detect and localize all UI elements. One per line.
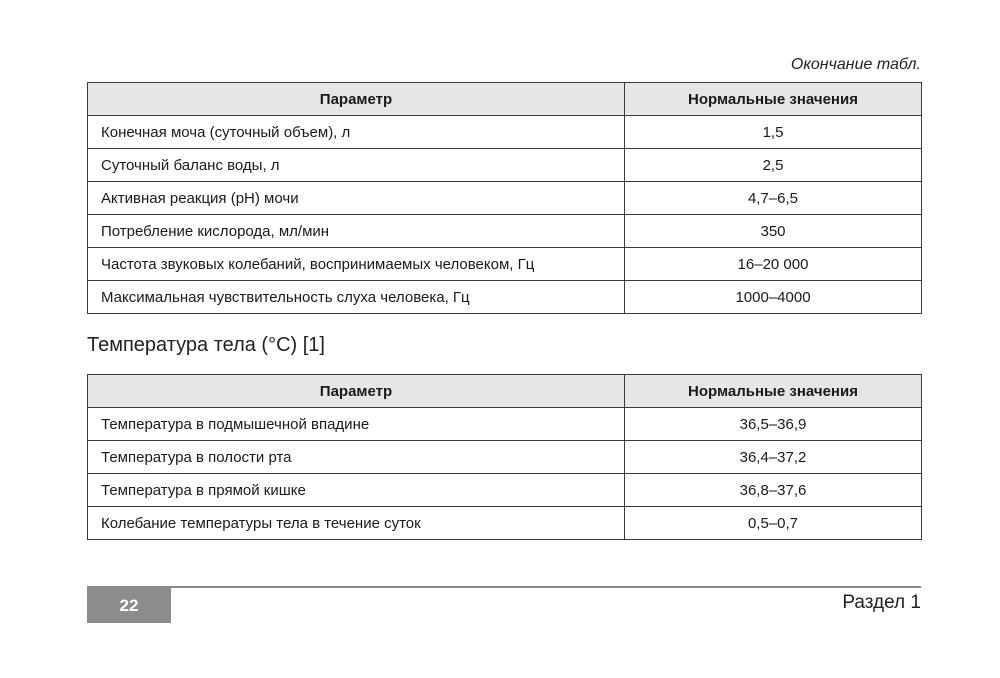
row-parameter: Потребление кислорода, мл/мин: [88, 215, 625, 248]
table-row: [88, 441, 922, 474]
row-value: 2,5: [625, 149, 922, 182]
row-parameter: Температура в полости рта: [88, 441, 625, 474]
footer-divider: [87, 586, 921, 588]
table-header-row: [88, 83, 922, 116]
row-value: 36,8–37,6: [625, 474, 922, 507]
row-value: 4,7–6,5: [625, 182, 922, 215]
table-row: [88, 507, 922, 540]
page-number: 22: [87, 588, 171, 623]
row-value: 36,5–36,9: [625, 408, 922, 441]
row-value: 1,5: [625, 116, 922, 149]
column-header-normal-values: Нормальные значения: [625, 375, 922, 408]
body-temperature-table: [87, 374, 922, 540]
continuation-note: Окончание табл.: [790, 56, 921, 73]
table-row: [88, 248, 922, 281]
row-parameter: Максимальная чувствительность слуха человека, Гц: [88, 281, 625, 314]
table-row: [88, 474, 922, 507]
row-parameter: Активная реакция (pH) мочи: [88, 182, 625, 215]
table-row: [88, 215, 922, 248]
table-row: [88, 149, 922, 182]
row-parameter: Частота звуковых колебаний, воспринимаемых человеком, Гц: [88, 248, 625, 281]
row-value: 36,4–37,2: [625, 441, 922, 474]
row-value: 350: [625, 215, 922, 248]
row-parameter: Колебание температуры тела в течение суток: [88, 507, 625, 540]
row-value: 16–20 000: [625, 248, 922, 281]
table-header-row: [88, 375, 922, 408]
section-label: Раздел 1: [842, 592, 921, 613]
row-value: 1000–4000: [625, 281, 922, 314]
table-row: [88, 281, 922, 314]
row-parameter: Температура в подмышечной впадине: [88, 408, 625, 441]
row-parameter: Конечная моча (суточный объем), л: [88, 116, 625, 149]
table-row: [88, 182, 922, 215]
table-row: [88, 116, 922, 149]
column-header-normal-values: Нормальные значения: [625, 83, 922, 116]
column-header-parameter: Параметр: [88, 375, 625, 408]
row-parameter: Температура в прямой кишке: [88, 474, 625, 507]
row-parameter: Суточный баланс воды, л: [88, 149, 625, 182]
physiology-table: [87, 82, 922, 314]
table-row: [88, 408, 922, 441]
row-value: 0,5–0,7: [625, 507, 922, 540]
section-title: Температура тела (°C) [1]: [87, 334, 325, 356]
column-header-parameter: Параметр: [88, 83, 625, 116]
